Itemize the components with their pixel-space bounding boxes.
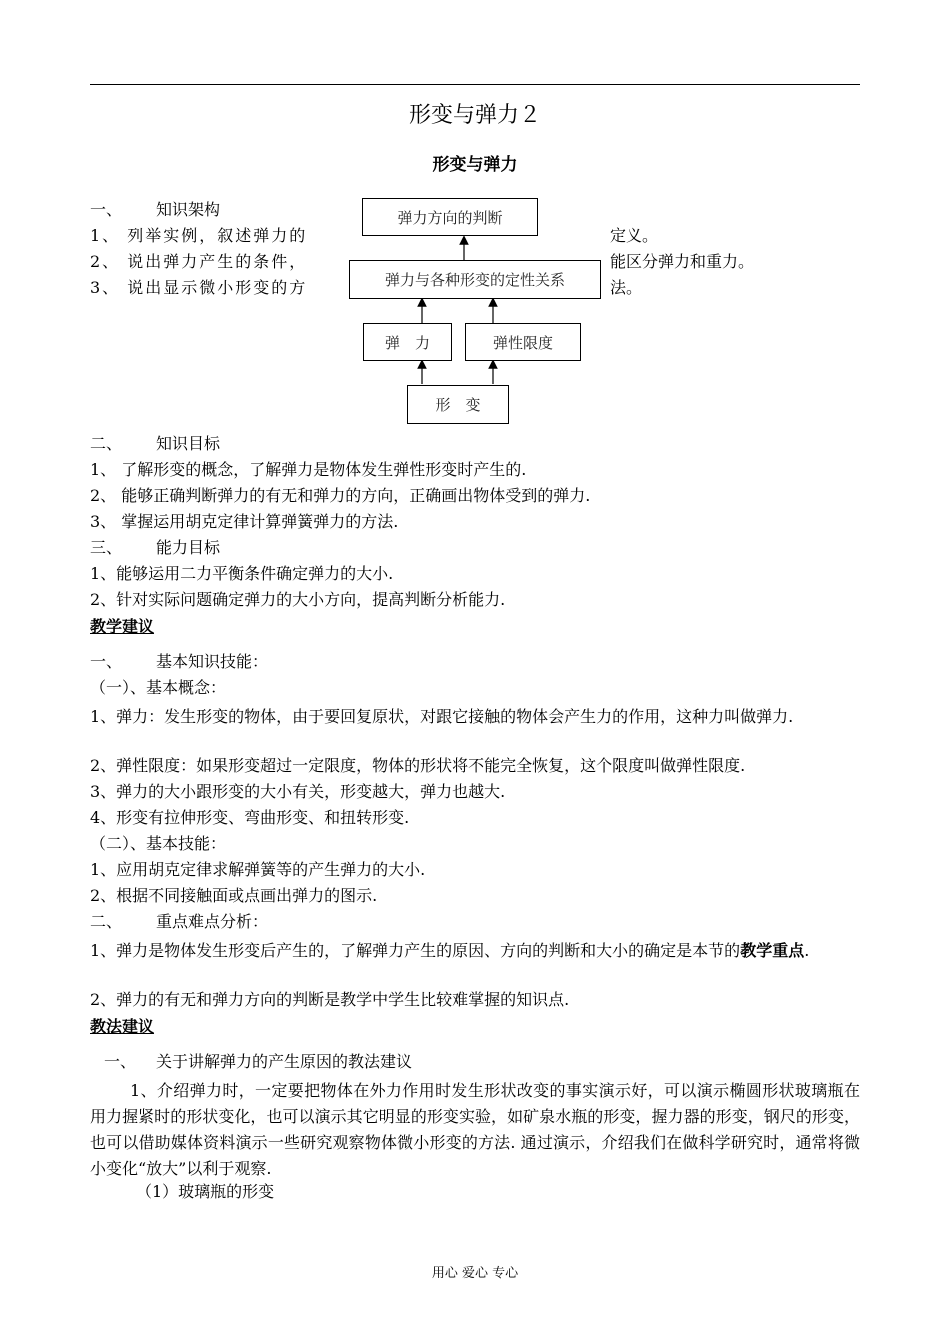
item-text: 列举实例，叙述弹力的 xyxy=(127,226,308,245)
section3-heading xyxy=(90,538,220,558)
method-sub1-num: 一、 xyxy=(104,1052,137,1071)
teaching-sub2 xyxy=(90,912,268,932)
diagram-box-relation: 弹力与各种形变的定性关系 xyxy=(349,260,601,299)
teaching-sub1-num: 一、 xyxy=(90,652,123,671)
key-point xyxy=(90,938,860,964)
section1-item-3 xyxy=(90,278,307,298)
section1-title: 知识架构 xyxy=(156,200,221,219)
section3-num: 三、 xyxy=(90,538,123,557)
section3-item-2: 2、针对实际问题确定弹力的大小方向，提高判断分析能力. xyxy=(90,590,506,609)
key-point-end: . xyxy=(804,941,810,960)
section1-item-1-right: 定义。 xyxy=(610,226,659,245)
section1-item-3-right: 法。 xyxy=(610,278,643,297)
method-item-1: （1）玻璃瓶的形变 xyxy=(136,1182,275,1201)
teaching-heading: 教学建议 xyxy=(90,617,155,636)
section2-heading xyxy=(90,434,220,454)
section2-title: 知识目标 xyxy=(156,434,221,453)
concept-3: 3、弹力的大小跟形变的大小有关，形变越大，弹力也越大. xyxy=(90,782,506,801)
section2-item-1: 1、 了解形变的概念，了解弹力是物体发生弹性形变时产生的. xyxy=(90,460,527,479)
concept-2: 2、弹性限度：如果形变超过一定限度，物体的形状将不能完全恢复，这个限度叫做弹性限度. xyxy=(90,756,746,775)
teaching-sub1-title: 基本知识技能： xyxy=(156,652,269,671)
page-subtitle: 形变与弹力 xyxy=(432,155,518,175)
page-title: 形变与弹力２ xyxy=(408,103,541,128)
diagram-box-direction: 弹力方向的判断 xyxy=(362,198,538,236)
method-sub1-title: 关于讲解弹力的产生原因的教法建议 xyxy=(156,1052,413,1071)
item-num: 2、 xyxy=(90,252,121,271)
method-paragraph: 1、介绍弹力时，一定要把物体在外力作用时发生形状改变的事实演示好，可以演示椭圆形状玻璃瓶在用力握紧时的形状变化，也可以演示其它明显的形变实验，如矿泉水瓶的形变，握力器的形变，钢尺的形变，也可以借助媒体资料演示一些研究观察物体微小形变的方法. 通过演示，介绍我们在做科学研究时，通常将微小变化“放大”以利于观察. xyxy=(90,1081,860,1178)
diagram-box-deformation: 形 变 xyxy=(407,385,509,424)
skills-title: （二）、基本技能： xyxy=(90,834,227,853)
diagram-box-elastic-force: 弹 力 xyxy=(363,323,452,361)
section2-num: 二、 xyxy=(90,434,123,453)
item-num: 3、 xyxy=(90,278,121,297)
difficulty-point: 2、弹力的有无和弹力方向的判断是教学中学生比较难掌握的知识点. xyxy=(90,990,570,1009)
method-sub1 xyxy=(104,1052,412,1072)
teaching-sub2-title: 重点难点分析： xyxy=(156,912,269,931)
section3-item-1: 1、能够运用二力平衡条件确定弹力的大小. xyxy=(90,564,394,583)
key-point-text: 1、弹力是物体发生形变后产生的，了解弹力产生的原因、方向的判断和大小的确定是本节的 xyxy=(90,941,741,960)
skill-2: 2、根据不同接触面或点画出弹力的图示. xyxy=(90,886,378,905)
section1-num: 一、 xyxy=(90,200,123,219)
section3-title: 能力目标 xyxy=(156,538,221,557)
method-heading: 教法建议 xyxy=(90,1017,155,1036)
concepts-title: （一）、基本概念： xyxy=(90,678,227,697)
section1-item-2-right: 能区分弹力和重力。 xyxy=(610,252,755,271)
header-rule xyxy=(90,84,860,85)
teaching-sub2-num: 二、 xyxy=(90,912,123,931)
item-num: 1、 xyxy=(90,226,121,245)
item-text: 说出弹力产生的条件， xyxy=(127,252,308,271)
section2-item-3: 3、 掌握运用胡克定律计算弹簧弹力的方法. xyxy=(90,512,399,531)
page-footer: 用心 爱心 专心 xyxy=(431,1266,519,1281)
section1-item-2 xyxy=(90,252,307,272)
diagram-box-elastic-limit: 弹性限度 xyxy=(465,323,581,361)
concept-1: 1、弹力：发生形变的物体，由于要回复原状，对跟它接触的物体会产生力的作用，这种力叫做弹力. xyxy=(90,707,794,726)
teaching-sub1 xyxy=(90,652,268,672)
concept-4: 4、形变有拉伸形变、弯曲形变、和扭转形变. xyxy=(90,808,410,827)
skill-1: 1、应用胡克定律求解弹簧等的产生弹力的大小. xyxy=(90,860,426,879)
section1-heading xyxy=(90,200,220,220)
section2-item-2: 2、 能够正确判断弹力的有无和弹力的方向，正确画出物体受到的弹力. xyxy=(90,486,591,505)
key-point-emphasis: 教学重点 xyxy=(740,941,805,960)
item-text: 说出显示微小形变的方 xyxy=(127,278,308,297)
section1-item-1 xyxy=(90,226,307,246)
